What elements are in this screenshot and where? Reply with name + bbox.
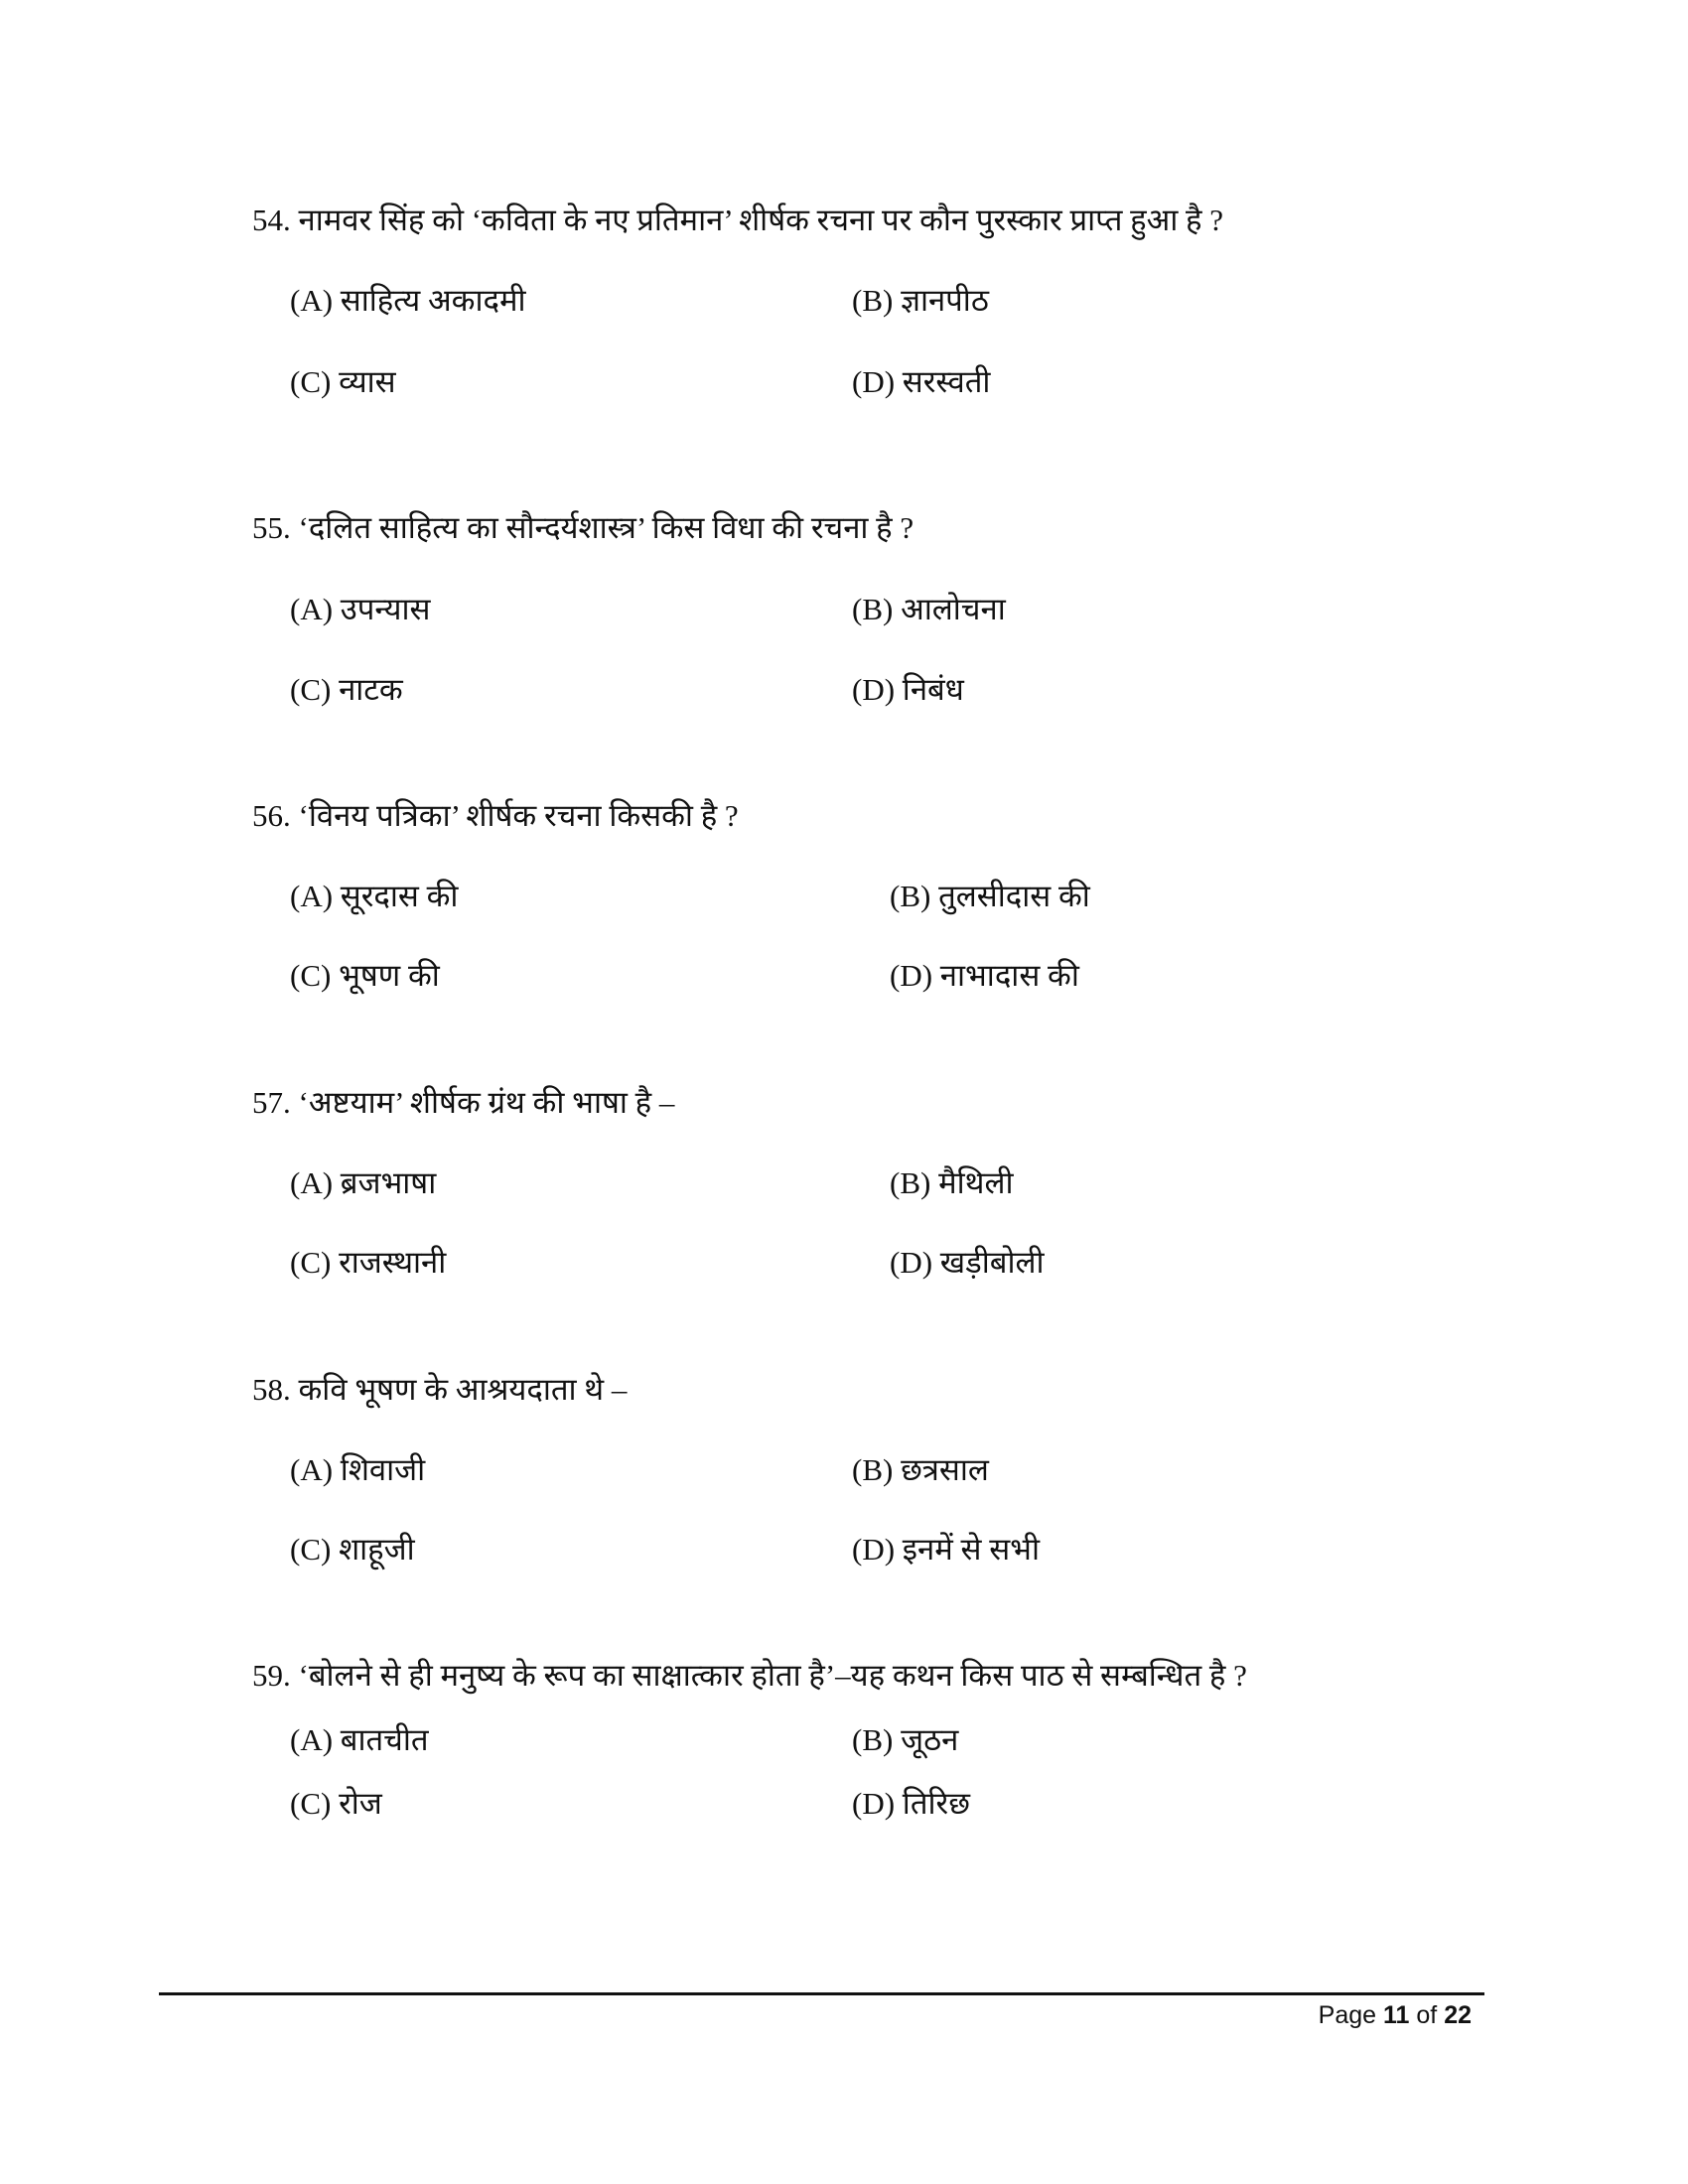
option-59-b: (B) जूठन (852, 1722, 959, 1757)
option-56-a: (A) सूरदास की (290, 879, 459, 913)
question-56: 56. ‘विनय पत्रिका’ शीर्षक रचना किसकी है ? (252, 798, 739, 833)
option-55-b: (B) आलोचना (852, 592, 1006, 626)
question-58: 58. कवि भूषण के आश्रयदाता थे – (252, 1372, 628, 1407)
option-59-c: (C) रोज (290, 1786, 382, 1821)
option-57-c: (C) राजस्थानी (290, 1245, 447, 1280)
page-label: Page (1318, 2001, 1377, 2029)
option-54-d: (D) सरस्वती (852, 364, 991, 399)
question-57: 57. ‘अष्टयाम’ शीर्षक ग्रंथ की भाषा है – (252, 1085, 675, 1120)
option-54-a: (A) साहित्य अकादमी (290, 283, 526, 318)
option-55-a: (A) उपन्यास (290, 592, 431, 626)
page-total: 22 (1444, 2001, 1472, 2029)
option-59-a: (A) बातचीत (290, 1722, 429, 1757)
option-57-b: (B) मैथिली (890, 1165, 1014, 1200)
option-59-d: (D) तिरिछ (852, 1786, 970, 1821)
option-54-b: (B) ज्ञानपीठ (852, 283, 989, 318)
option-58-a: (A) शिवाजी (290, 1452, 426, 1487)
option-56-d: (D) नाभादास की (890, 958, 1079, 993)
question-55: 55. ‘दलित साहित्य का सौन्दर्यशास्त्र’ किस विधा की रचना है ? (252, 510, 914, 545)
option-57-a: (A) ब्रजभाषा (290, 1165, 437, 1200)
option-54-c: (C) व्यास (290, 364, 396, 399)
of-label: of (1416, 2001, 1438, 2029)
option-58-d: (D) इनमें से सभी (852, 1532, 1040, 1567)
option-55-d: (D) निबंध (852, 672, 964, 707)
option-56-b: (B) तुलसीदास की (890, 879, 1090, 913)
option-58-b: (B) छत्रसाल (852, 1452, 989, 1487)
page-current: 11 (1382, 2001, 1410, 2029)
option-58-c: (C) शाहूजी (290, 1532, 415, 1567)
option-55-c: (C) नाटक (290, 672, 403, 707)
option-56-c: (C) भूषण की (290, 958, 440, 993)
footer-divider (159, 1992, 1484, 1995)
page-number (1319, 2001, 1472, 2030)
option-57-d: (D) खड़ीबोली (890, 1245, 1045, 1280)
question-54: 54. नामवर सिंह को ‘कविता के नए प्रतिमान’ शीर्षक रचना पर कौन पुरस्कार प्राप्त हुआ है ? (252, 203, 1223, 237)
question-59: 59. ‘बोलने से ही मनुष्य के रूप का साक्षात्कार होता है’–यह कथन किस पाठ से सम्बन्धित है ? (252, 1658, 1247, 1693)
